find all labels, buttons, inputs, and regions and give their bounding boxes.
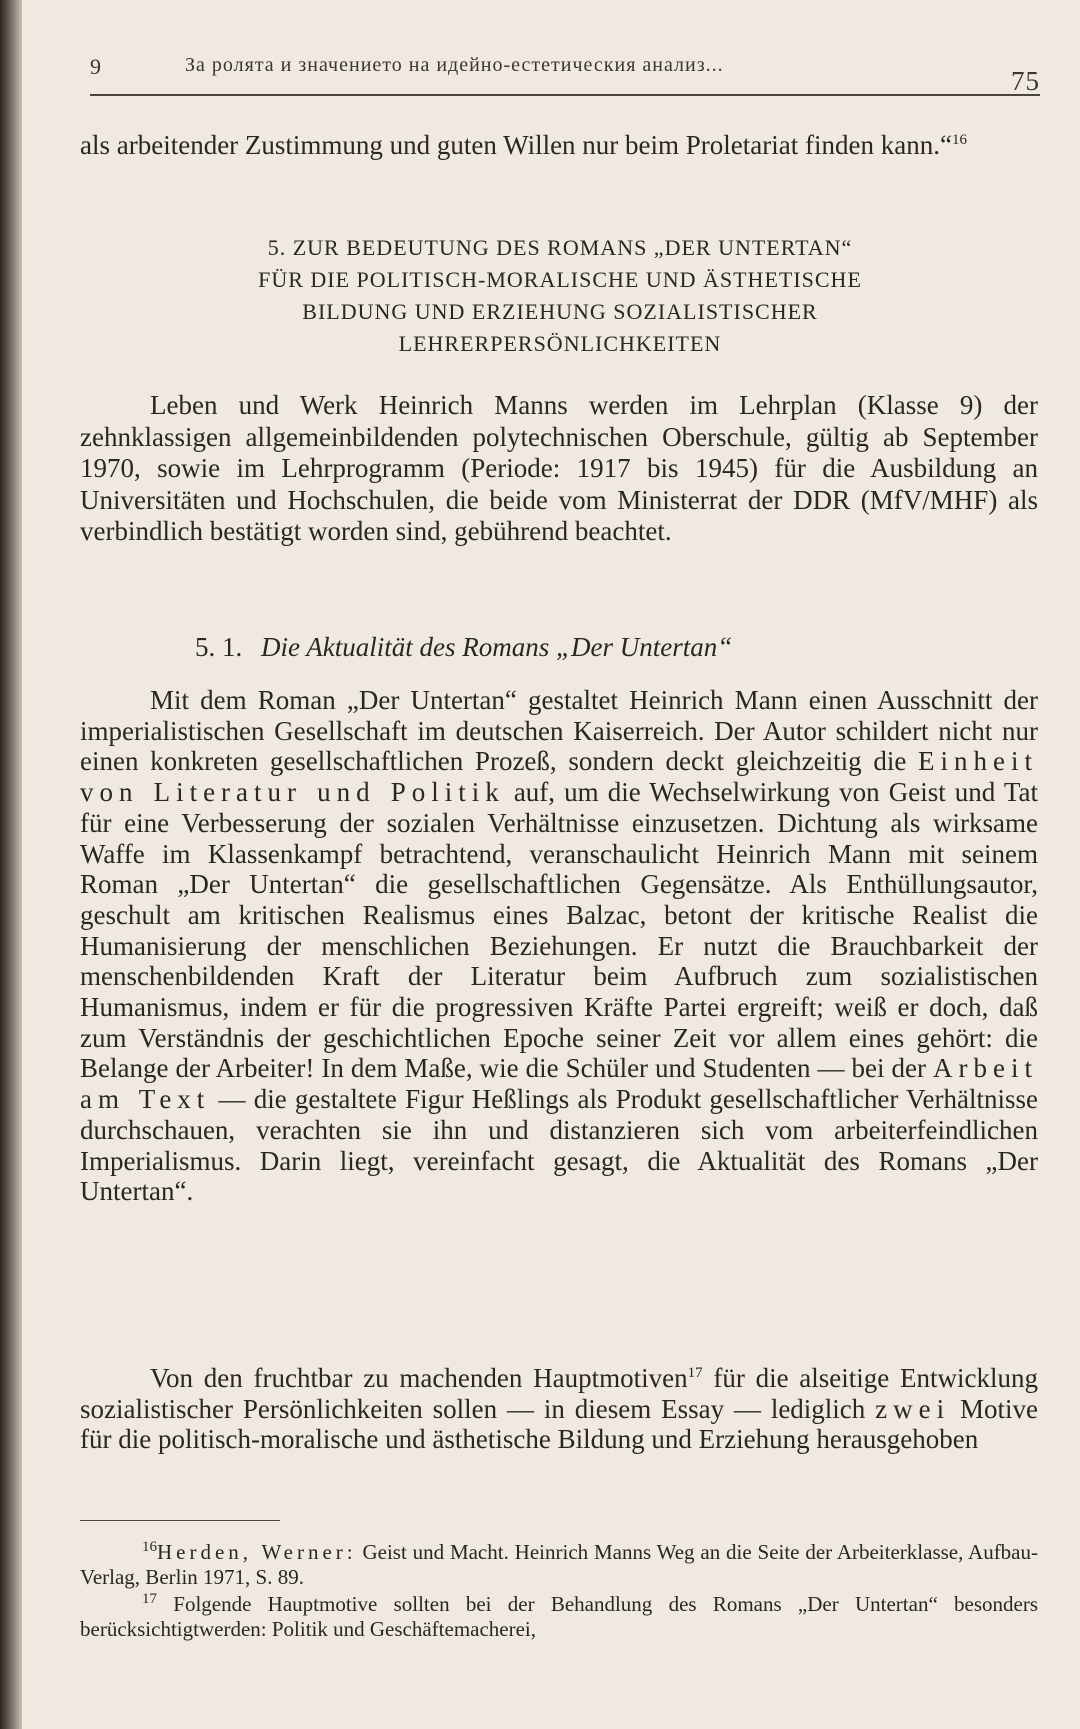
subsection-title: Die Aktualität des Romans „Der Untertan“ — [261, 632, 733, 662]
footnotes — [80, 1540, 1038, 1644]
paragraph-2-part1: Mit dem Roman „Der Untertan“ gestaltet Heinrich Mann einen Ausschnitt der imperialistischen Gesellschaft im deutschen Kaiserreich. Der Autor schildert nicht nur einen konkreten gesellschaftlichen Prozeß, sondern deckt gleichzeitig die — [80, 685, 1038, 777]
paragraph-3 — [80, 1363, 1038, 1455]
emphasis-arbeit: Arbeit am Text — [80, 1053, 1038, 1115]
header-left-mark: 9 — [90, 54, 102, 79]
paragraph-2 — [80, 685, 1038, 1207]
section-heading-line2: FÜR DIE POLITISCH-MORALISCHE UND ÄSTHETISCHE — [258, 267, 862, 292]
emphasis-zwei: zwei — [875, 1393, 951, 1424]
section-heading-line1: 5. ZUR BEDEUTUNG DES ROMANS „DER UNTERTAN“ — [267, 235, 853, 260]
continuation-text: als arbeitender Zustimmung und guten Willen nur beim Proletariat finden kann.“ — [80, 130, 952, 160]
section-heading-line4: LEHRERPERSÖNLICHKEITEN — [398, 331, 722, 356]
subsection-number: 5. 1. — [195, 632, 243, 662]
footnote-16-author: Herden, Werner: — [157, 1540, 357, 1564]
book-spine-shadow — [0, 0, 22, 1729]
footnote-17-text: Folgende Hauptmotive sollten bei der Behandlung des Romans „Der Untertan“ besonders berücksichtigtwerden: Politik und Geschäftemacherei, — [80, 1592, 1038, 1641]
section-heading — [120, 232, 1000, 360]
emphasis-einheit: Einheit von Literatur und Politik — [80, 746, 1039, 808]
running-title: За ролята и значението на идейно-естетическия анализ... — [185, 54, 724, 76]
paragraph-3-part2: für die alseitige Entwicklung sozialistischer Persönlichkeiten sollen — in diesem Essay — lediglich — [80, 1363, 1039, 1424]
footnote-17-number: 17 — [142, 1591, 157, 1607]
subsection-heading — [195, 632, 732, 663]
footnote-16-number: 16 — [142, 1539, 157, 1555]
continuation-paragraph — [80, 130, 1038, 161]
page-number: 75 — [1011, 66, 1040, 96]
paragraph-3-part3: Motive für die politisch-moralische und ästhetische Bildung und Erziehung herausgehoben — [80, 1393, 1039, 1455]
section-heading-line3: BILDUNG UND ERZIEHUNG SOZIALISTISCHER — [302, 299, 818, 324]
footnote-ref-16: 16 — [951, 132, 967, 148]
footnote-17 — [80, 1592, 1038, 1642]
footnote-16-text: Geist und Macht. Heinrich Manns Weg an die Seite der Arbeiterklasse, Aufbau-Verlag, Berlin 1971, S. 89. — [80, 1540, 1038, 1589]
footnote-ref-17: 17 — [687, 1365, 703, 1381]
footnote-rule — [80, 1520, 280, 1521]
paragraph-2-part2: auf, um die Wechselwirkung von Geist und Tat für eine Verbesserung der sozialen Verhältnisse einzusetzen. Dichtung als wirksame Waffe im Klassenkampf betrachtend, veranschaulicht Heinrich Mann mit seinem Roman „Der Untertan“ die gesellschaftlichen Gegensätze. Als Enthüllungsautor, geschult am kritischen Realismus eines Balzac, betont der kritische Realist die Humanisierung der menschlichen Beziehungen. Er nutzt die Brauchbarkeit der menschenbildenden Kraft der Literatur beim Aufbruch zum sozialistischen Humanismus, indem er für die progressiven Kräfte Partei ergreift; weiß er doch, daß zum Verständnis der geschichtlichen Epoche seiner Zeit vor allem eines gehört: die Belange der Arbeiter! In dem Maße, wie die Schüler und Studenten — bei der — [80, 777, 1038, 1084]
header-rule — [90, 94, 1040, 96]
paragraph-1: Leben und Werk Heinrich Manns werden im Lehrplan (Klasse 9) der zehnklassigen allgemeinbildenden polytechnischen Oberschule, gültig ab September 1970, sowie im Lehrprogramm (Periode: 1917 bis 1945) für die Ausbildung an Universitäten und Hochschulen, die beide vom Ministerrat der DDR (MfV/MHF) als verbindlich bestätigt worden sind, gebührend beachtet. — [80, 390, 1038, 546]
footnote-16 — [80, 1540, 1038, 1590]
running-header — [90, 48, 1040, 96]
paragraph-2-part3: — die gestaltete Figur Heßlings als Produkt gesellschaftlicher Verhältnisse durchschauen, verachten sie ihn und distanzieren sich vom arbeiterfeindlichen Imperialismus. Darin liegt, vereinfacht gesagt, die Aktualität des Romans „Der Untertan“. — [80, 1084, 1039, 1207]
paragraph-3-part1: Von den fruchtbar zu machenden Hauptmotiven — [150, 1363, 688, 1393]
book-page — [80, 0, 1040, 1729]
